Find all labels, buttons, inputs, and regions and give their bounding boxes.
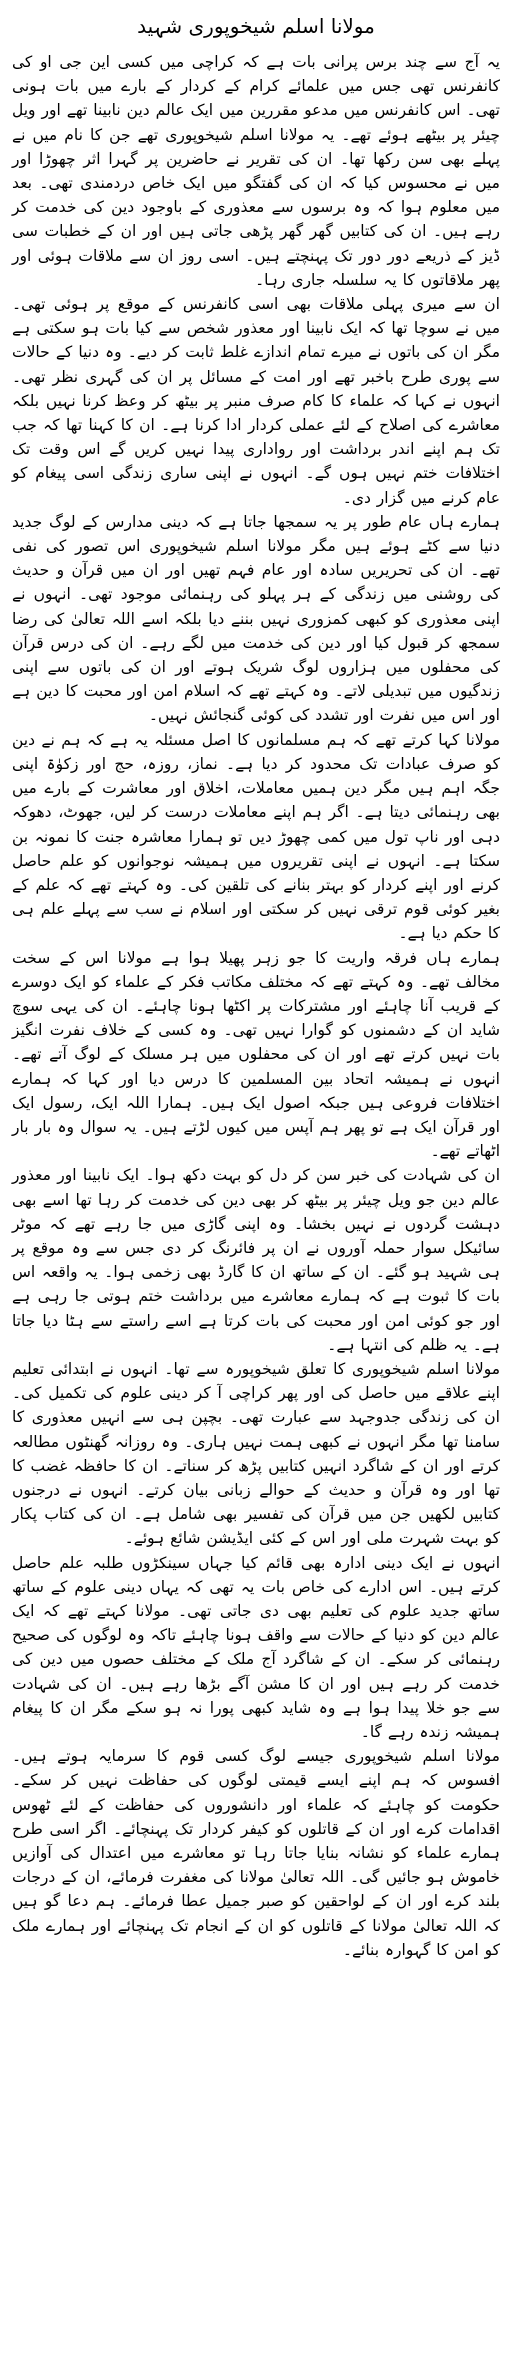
article-paragraph: مولانا اسلم شیخوپوری جیسے لوگ کسی قوم کا سرمایہ ہوتے ہیں۔ افسوس کہ ہم اپنے ایسے قیمتی لوگوں کی حفاظت نہیں کر سکے۔ حکومت کو چاہئے کہ علماء اور دانشوروں کی حفاظت کے لئے ٹھوس اقدامات کرے اور ان کے قاتلوں کو کیفر کردار تک پہنچائے۔ اگر اسی طرح ہمارے علماء کو نشانہ بنایا جاتا رہا تو معاشرے میں اعتدال کی آوازیں خاموش ہو جائیں گی۔ اللہ تعالیٰ مولانا کی مغفرت فرمائے، ان کے درجات بلند کرے اور ان کے لواحقین کو صبر جمیل عطا فرمائے۔ ہم دعا گو ہیں کہ اللہ تعالیٰ مولانا کے قاتلوں کو ان کے انجام تک پہنچائے اور ہمارے ملک کو امن کا گہوارہ بنائے۔ [12,1747,500,1959]
article-paragraph: یہ آج سے چند برس پرانی بات ہے کہ کراچی میں کسی این جی او کی کانفرنس تھی جس میں علمائے کرام کے کردار کے بارے میں بات ہونی تھی۔ اس کانفرنس میں مدعو مقررین میں ایک عالم دین نابینا تھے اور ویل چیئر پر بیٹھے ہوئے تھے۔ یہ مولانا اسلم شیخوپوری تھے جن کا نام میں نے پہلے بھی سن رکھا تھا۔ ان کی تقریر نے حاضرین پر گہرا اثر چھوڑا اور میں نے محسوس کیا کہ ان کی گفتگو میں ایک خاص دردمندی تھی۔ بعد میں معلوم ہوا کہ وہ برسوں سے معذوری کے باوجود دین کی خدمت کر رہے ہیں۔ ان کی کتابیں گھر گھر پڑھی جاتی ہیں اور ان کے خطبات سی ڈیز کے ذریعے دور دور تک پہنچتے ہیں۔ اسی روز ان سے ملاقات ہوئی اور پھر ملاقاتوں کا یہ سلسلہ جاری رہا۔ [12,53,500,289]
article-paragraph: مولانا کہا کرتے تھے کہ ہم مسلمانوں کا اصل مسئلہ یہ ہے کہ ہم نے دین کو صرف عبادات تک محدود کر دیا ہے۔ نماز، روزہ، حج اور زکوٰۃ اپنی جگہ اہم ہیں مگر دین ہمیں معاملات، اخلاق اور معاشرت کے بارے میں بھی رہنمائی دیتا ہے۔ اگر ہم اپنے معاملات درست کر لیں، جھوٹ، دھوکہ دہی اور ناپ تول میں کمی چھوڑ دیں تو ہمارا معاشرہ جنت کا نمونہ بن سکتا ہے۔ انہوں نے اپنی تقریروں میں ہمیشہ نوجوانوں کو علم حاصل کرنے اور اپنے کردار کو بہتر بنانے کی تلقین کی۔ وہ کہتے تھے کہ علم کے بغیر کوئی قوم ترقی نہیں کر سکتی اور اسلام نے سب سے پہلے علم ہی کا حکم دیا ہے۔ [12,730,500,943]
article-title: مولانا اسلم شیخوپوری شہید [137,14,375,38]
article-paragraph: ہمارے ہاں عام طور پر یہ سمجھا جاتا ہے کہ دینی مدارس کے لوگ جدید دنیا سے کٹے ہوئے ہیں مگر مولانا اسلم شیخوپوری اس تصور کی نفی تھے۔ ان کی تحریریں سادہ اور عام فہم تھیں اور ان میں قرآن و حدیث کی روشنی میں زندگی کے ہر پہلو کی رہنمائی موجود تھی۔ انہوں نے اپنی معذوری کو کبھی کمزوری نہیں بننے دیا بلکہ اسے اللہ تعالیٰ کی رضا سمجھ کر قبول کیا اور دین کی خدمت میں لگے رہے۔ ان کی درس قرآن کی محفلوں میں ہزاروں لوگ شریک ہوتے اور ان کی باتوں سے اپنی زندگیوں میں تبدیلی لاتے۔ وہ کہتے تھے کہ اسلام امن اور محبت کا دین ہے اور اس میں نفرت اور تشدد کی کوئی گنجائش نہیں۔ [12,512,500,725]
article-paragraph: مولانا اسلم شیخوپوری کا تعلق شیخوپورہ سے تھا۔ انہوں نے ابتدائی تعلیم اپنے علاقے میں حاصل کی اور پھر کراچی آ کر دینی علوم کی تکمیل کی۔ ان کی زندگی جدوجہد سے عبارت تھی۔ بچپن ہی سے انہیں معذوری کا سامنا تھا مگر انہوں نے کبھی ہمت نہیں ہاری۔ وہ روزانہ گھنٹوں مطالعہ کرتے اور ان کے شاگرد انہیں کتابیں پڑھ کر سناتے۔ ان کا حافظہ غضب کا تھا اور وہ قرآن و حدیث کے حوالے زبانی بیان کرتے۔ انہوں نے درجنوں کتابیں لکھیں جن میں قرآن کی تفسیر بھی شامل ہے۔ ان کی کتاب پکار کو بہت شہرت ملی اور اس کے کئی ایڈیشن شائع ہوئے۔ [12,1359,500,1548]
article-paragraph: ہمارے ہاں فرقہ واریت کا جو زہر پھیلا ہوا ہے مولانا اس کے سخت مخالف تھے۔ وہ کہتے تھے کہ مختلف مکاتب فکر کے علماء کو ایک دوسرے کے قریب آنا چاہئے اور مشترکات پر اکٹھا ہونا چاہئے۔ ان کی یہی سوچ شاید ان کے دشمنوں کو گوارا نہیں تھی۔ وہ کسی کے خلاف نفرت انگیز بات نہیں کرتے تھے اور ان کی محفلوں میں ہر مسلک کے لوگ آتے تھے۔ انہوں نے ہمیشہ اتحاد بین المسلمین کا درس دیا اور کہا کہ ہمارے اختلافات فروعی ہیں جبکہ اصول ایک ہیں۔ ہمارا اللہ ایک، رسول ایک اور قرآن ایک ہے تو پھر ہم آپس میں کیوں لڑتے ہیں۔ یہ سوال وہ بار بار اٹھاتے تھے۔ [12,948,500,1161]
article-paragraph: ان کی شہادت کی خبر سن کر دل کو بہت دکھ ہوا۔ ایک نابینا اور معذور عالم دین جو ویل چیئر پر بیٹھ کر بھی دین کی خدمت کر رہا تھا اسے بھی دہشت گردوں نے نہیں بخشا۔ وہ اپنی گاڑی میں جا رہے تھے کہ موٹر سائیکل سوار حملہ آوروں نے ان پر فائرنگ کر دی جس سے وہ موقع پر ہی شہید ہو گئے۔ ان کے ساتھ ان کا گارڈ بھی زخمی ہوا۔ یہ واقعہ اس بات کا ثبوت ہے کہ ہمارے معاشرے میں برداشت ختم ہوتی جا رہی ہے اور جو کوئی امن اور محبت کی بات کرتا ہے اسے راستے سے ہٹا دیا جاتا ہے۔ یہ ظلم کی انتہا ہے۔ [12,1166,500,1354]
article-paragraph: ان سے میری پہلی ملاقات بھی اسی کانفرنس کے موقع پر ہوئی تھی۔ میں نے سوچا تھا کہ ایک نابینا اور معذور شخص سے کیا بات ہو سکتی ہے مگر ان کی باتوں نے میرے تمام اندازے غلط ثابت کر دیے۔ وہ دنیا کے حالات سے پوری طرح باخبر تھے اور امت کے مسائل پر ان کی گہری نظر تھی۔ انہوں نے کہا کہ علماء کا کام صرف منبر پر بیٹھ کر وعظ کرنا نہیں بلکہ معاشرے کی اصلاح کے لئے عملی کردار ادا کرنا ہے۔ ان کا کہنا تھا کہ جب تک ہم اپنے اندر برداشت اور رواداری پیدا نہیں کریں گے اس وقت تک اختلافات ختم نہیں ہوں گے۔ انہوں نے اپنی ساری زندگی اسی پیغام کو عام کرنے میں گزار دی۔ [12,295,500,507]
article-paragraph: انہوں نے ایک دینی ادارہ بھی قائم کیا جہاں سینکڑوں طلبہ علم حاصل کرتے ہیں۔ اس ادارے کی خاص بات یہ تھی کہ یہاں دینی علوم کے ساتھ ساتھ جدید علوم کی تعلیم بھی دی جاتی تھی۔ مولانا کہتے تھے کہ ایک عالم دین کو دنیا کے حالات سے واقف ہونا چاہئے تاکہ وہ لوگوں کی صحیح رہنمائی کر سکے۔ ان کے شاگرد آج ملک کے مختلف حصوں میں دین کی خدمت کر رہے ہیں اور ان کا مشن آگے بڑھا رہے ہیں۔ ان کی شہادت سے جو خلا پیدا ہوا ہے وہ شاید کبھی پورا نہ ہو سکے مگر ان کا پیغام ہمیشہ زندہ رہے گا۔ [12,1553,500,1742]
